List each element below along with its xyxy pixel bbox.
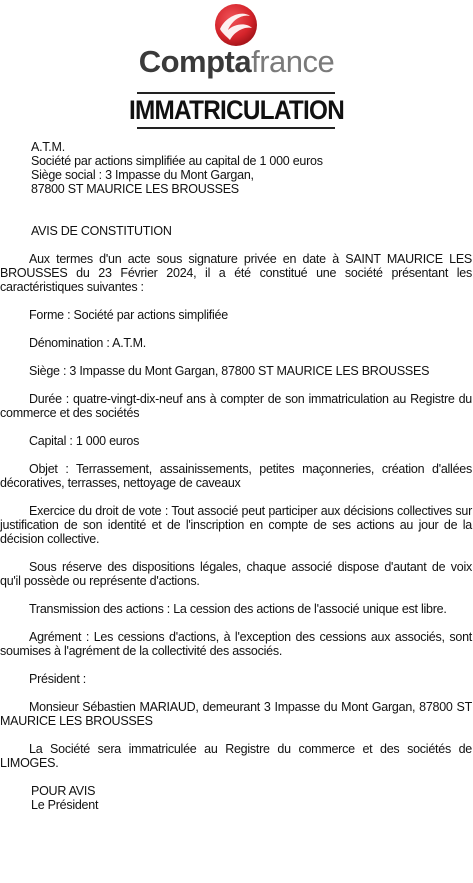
paragraph-reserve: Sous réserve des dispositions légales, chaque associé dispose d'autant de voix qu'il possède ou représente d'actions.: [0, 560, 472, 588]
page-title: IMMATRICULATION: [128, 95, 345, 125]
paragraph-immatriculation: La Société sera immatriculée au Registre du commerce et des sociétés de LIMOGES.: [0, 742, 472, 770]
company-address-line2: 87800 ST MAURICE LES BROUSSES: [31, 182, 239, 196]
brand-swirl-icon: [212, 2, 260, 48]
paragraph-intro: Aux termes d'un acte sous signature privée en date à SAINT MAURICE LES BROUSSES du 23 Février 2024, il a été constitué une société présentant les caractéristiques suivantes :: [0, 252, 472, 294]
brand-wordmark: [0, 44, 473, 80]
paragraph-duree: Durée : quatre-vingt-dix-neuf ans à compter de son immatriculation au Registre du commerce et des sociétés: [0, 392, 472, 420]
section-title: AVIS DE CONSTITUTION: [31, 224, 172, 238]
paragraph-siege: Siège : 3 Impasse du Mont Gargan, 87800 ST MAURICE LES BROUSSES: [29, 364, 430, 378]
paragraph-vote: Exercice du droit de vote : Tout associé peut participer aux décisions collectives sur justification de son identité et de l'inscription en compte de ses actions au jour de la décision collective.: [0, 504, 472, 546]
brand-wordmark-bold: Compta: [138, 44, 252, 79]
company-name: A.T.M.: [31, 140, 65, 154]
paragraph-denomination: Dénomination : A.T.M.: [29, 336, 147, 350]
title-rule-bottom: [137, 127, 335, 129]
closing-pour-avis: POUR AVIS: [31, 784, 96, 798]
notice-body: [0, 140, 472, 812]
paragraph-president: Monsieur Sébastien MARIAUD, demeurant 3 Impasse du Mont Gargan, 87800 ST MAURICE LES BROUSSES: [0, 700, 472, 728]
paragraph-transmission: Transmission des actions : La cession des actions de l'associé unique est libre.: [29, 602, 447, 616]
paragraph-objet: Objet : Terrassement, assainissements, petites maçonneries, création d'allées décoratives, terrasses, nettoyage de caveaux: [0, 462, 472, 490]
brand-logo: [0, 0, 473, 90]
paragraph-agrement: Agrément : Les cessions d'actions, à l'exception des cessions aux associés, sont soumises à l'agrément de la collectivité des associés.: [0, 630, 472, 658]
company-form-capital: Société par actions simplifiée au capital de 1 000 euros: [31, 154, 323, 168]
company-address-line1: Siège social : 3 Impasse du Mont Gargan,: [31, 168, 254, 182]
paragraph-capital: Capital : 1 000 euros: [29, 434, 140, 448]
paragraph-president-label: Président :: [29, 672, 87, 686]
closing-signatory: Le Président: [31, 798, 99, 812]
brand-wordmark-light: france: [251, 44, 335, 79]
paragraph-forme: Forme : Société par actions simplifiée: [29, 308, 228, 322]
